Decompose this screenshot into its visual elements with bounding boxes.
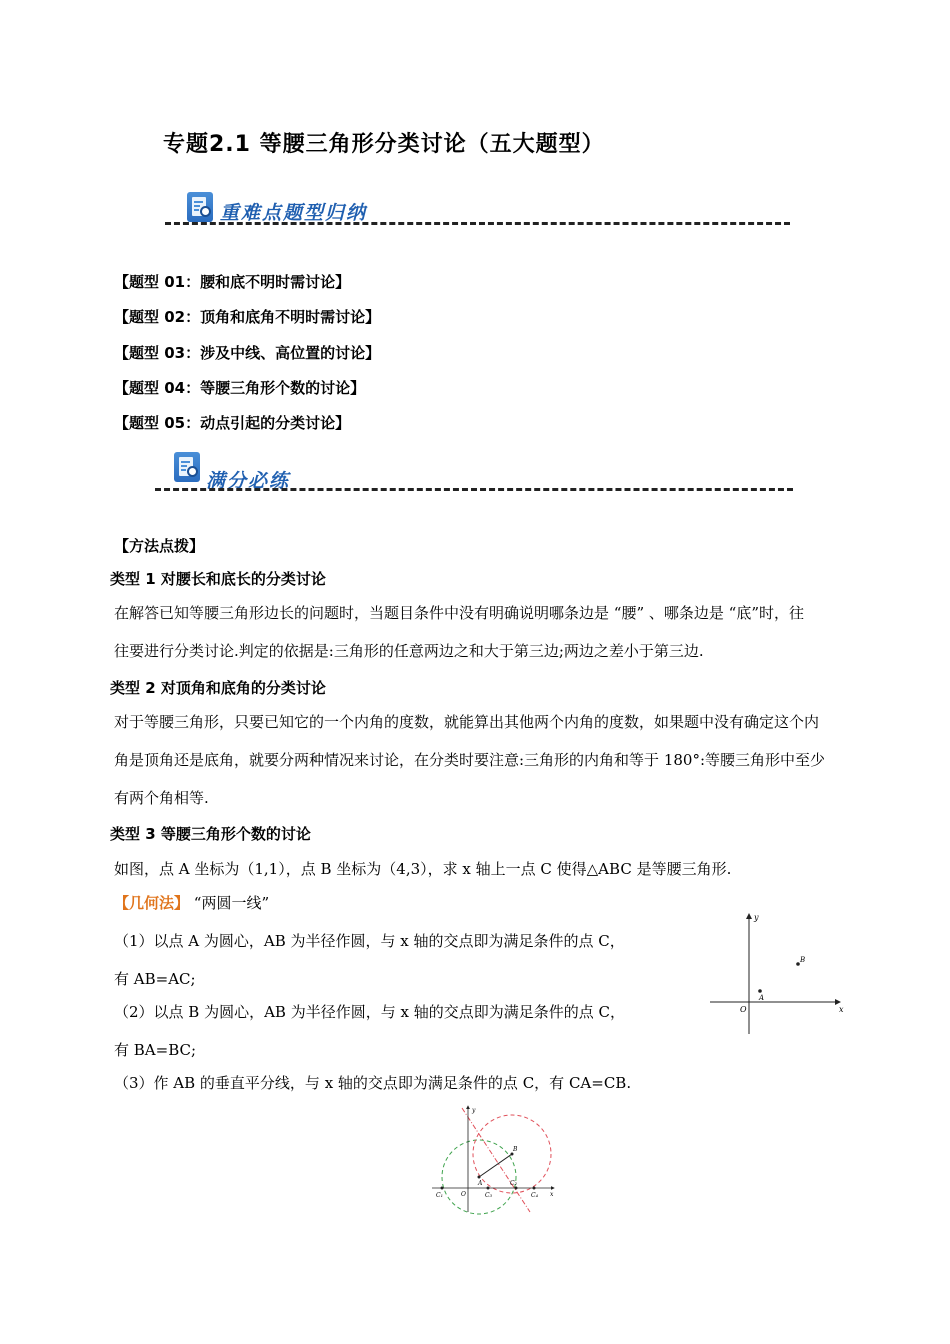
point-c2-label: C₂ bbox=[510, 1180, 517, 1187]
type2-paragraph-line: 角是顶角还是底角，就要分两种情况来讨论，在分类时要注意:三角形的内角和等于 180°:等腰三角形中至少 bbox=[114, 751, 826, 769]
type1-title: 类型 1 对腰长和底长的分类讨论 bbox=[110, 570, 326, 588]
step-line: 有 BA=BC; bbox=[114, 1041, 197, 1059]
point-a-label: A bbox=[478, 1180, 483, 1187]
geo-method-quote: “两圆一线” bbox=[193, 894, 270, 912]
point-c4-label: C₄ bbox=[531, 1192, 538, 1199]
type1-paragraph-line: 往要进行分类讨论.判定的依据是:三角形的任意两边之和大于第三边;两边之差小于第三边. bbox=[114, 642, 704, 660]
type2-paragraph-line: 有两个角相等. bbox=[114, 789, 209, 807]
point-a bbox=[758, 989, 762, 993]
geo-method-line bbox=[114, 886, 269, 920]
point-b-label: B bbox=[800, 956, 806, 964]
coordinate-figure-ab bbox=[706, 908, 846, 1038]
toc-item: 【题型 03：涉及中线、高位置的讨论】 bbox=[114, 344, 381, 362]
point-a-label: A bbox=[759, 994, 765, 1002]
page-title: 专题2.1 等腰三角形分类讨论（五大题型） bbox=[163, 132, 605, 157]
toc-item: 【题型 04：等腰三角形个数的讨论】 bbox=[114, 379, 366, 397]
document-search-icon bbox=[187, 192, 213, 222]
method-heading: 【方法点拨】 bbox=[114, 537, 205, 555]
type3-intro: 如图，点 A 坐标为（1,1），点 B 坐标为（4,3），求 x 轴上一点 C 使得△ABC 是等腰三角形. bbox=[114, 860, 732, 878]
point-c1-label: C₁ bbox=[436, 1192, 443, 1199]
document-search-icon bbox=[174, 452, 200, 482]
geo-method-label: 【几何法】 bbox=[114, 894, 190, 912]
step-line: （2）以点 B 为圆心，AB 为半径作圆，与 x 轴的交点即为满足条件的点 C， bbox=[114, 1003, 625, 1021]
segment-ab bbox=[479, 1154, 512, 1177]
point-a bbox=[478, 1176, 481, 1179]
point-c1 bbox=[441, 1187, 444, 1190]
axis-label-y: y bbox=[472, 1107, 476, 1114]
type1-paragraph-line: 在解答已知等腰三角形边长的问题时，当题目条件中没有明确说明哪条边是 “腰” 、哪条边是 “底”时，往 bbox=[114, 604, 804, 622]
type3-title: 类型 3 等腰三角形个数的讨论 bbox=[110, 825, 311, 843]
step-line: 有 AB=AC; bbox=[114, 970, 196, 988]
axis-label-x: x bbox=[550, 1191, 554, 1198]
point-c4 bbox=[533, 1187, 536, 1190]
step-line: （3）作 AB 的垂直平分线，与 x 轴的交点即为满足条件的点 C，有 CA=CB. bbox=[114, 1074, 632, 1092]
type2-paragraph-line: 对于等腰三角形，只要已知它的一个内角的度数，就能算出其他两个内角的度数，如果题中没有确定这个内 bbox=[114, 713, 820, 731]
toc-item: 【题型 02：顶角和底角不明时需讨论】 bbox=[114, 308, 381, 326]
toc-item: 【题型 05：动点引起的分类讨论】 bbox=[114, 414, 351, 432]
origin-label: O bbox=[461, 1191, 466, 1198]
section-title: 满分必练 bbox=[206, 470, 291, 492]
axis-label-x: x bbox=[839, 1005, 844, 1014]
type2-title: 类型 2 对顶角和底角的分类讨论 bbox=[110, 679, 326, 697]
point-c3 bbox=[487, 1187, 490, 1190]
dashed-divider bbox=[155, 488, 793, 491]
dashed-divider bbox=[165, 222, 790, 225]
step-line: （1）以点 A 为圆心，AB 为半径作圆，与 x 轴的交点即为满足条件的点 C， bbox=[114, 932, 625, 950]
perpendicular-bisector bbox=[462, 1108, 530, 1212]
section-header-practice bbox=[148, 452, 798, 492]
origin-label: O bbox=[740, 1005, 747, 1014]
toc-item: 【题型 01：腰和底不明时需讨论】 bbox=[114, 273, 351, 291]
axis-label-y: y bbox=[754, 913, 759, 922]
section-title: 重难点题型归纳 bbox=[220, 202, 368, 224]
two-circles-one-line-figure bbox=[428, 1104, 568, 1216]
point-b-label: B bbox=[513, 1146, 518, 1153]
point-c3-label: C₃ bbox=[485, 1192, 492, 1199]
